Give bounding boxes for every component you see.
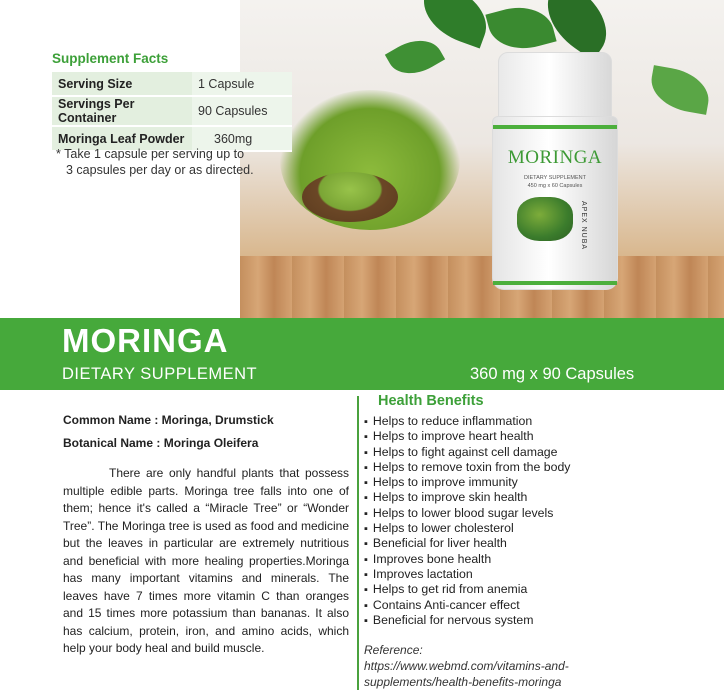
facts-label: Servings Per Container [52,96,192,126]
common-name: Common Name : Moringa, Drumstick [63,413,274,427]
supplement-facts-table [52,72,292,152]
list-item: ▪ Helps to reduce inflammation [364,414,570,429]
product-photo [240,0,724,318]
health-benefits-list [364,414,570,628]
list-item: ▪ Helps to remove toxin from the body [364,460,570,475]
product-description: There are only handful plants that possess multiple edible parts. Moringa tree falls into one of them; hence it's called a “Miracle Tree” or “Wonder Tree”. The Moringa tree is used as food and medicine but the leaves in particular are extremely nutritious and beneficial with more healing properties.Moringa has many important vitamins and minerals. The leaves have 7 times more vitamin C than oranges and 15 times more potassium than bananas. It also has calcium, protein, iron, and amino acids, which help your body heal and build muscle. [63,466,349,655]
list-item: ▪ Helps to lower cholesterol [364,521,570,536]
leaf-icon [647,65,713,115]
powder-bowl [302,172,398,222]
banner-title: MORINGA [62,322,229,359]
table-row [52,96,292,126]
list-item: ▪ Improves bone health [364,552,570,567]
reference-url: https://www.webmd.com/vitamins-and-supplements/health-benefits-moringa [364,659,569,689]
bottle-body [492,116,618,290]
bottle-dose: 450 mg x 60 Capsules [527,183,583,189]
bottle-cap [498,52,612,120]
facts-value: 1 Capsule [192,72,292,96]
wooden-table [240,256,724,318]
list-item: ▪ Improves lactation [364,567,570,582]
product-info [63,413,349,658]
list-item: ▪ Beneficial for nervous system [364,613,570,628]
leaf-icon [385,30,445,84]
banner-subtitle: DIETARY SUPPLEMENT [62,365,258,383]
banner-dose: 360 mg x 90 Capsules [470,365,635,383]
list-item: ▪ Helps to fight against cell damage [364,445,570,460]
botanical-name: Botanical Name : Moringa Oleifera [63,436,259,450]
list-item: ▪ Helps to get rid from anemia [364,582,570,597]
product-bottle [492,52,616,288]
serving-note [56,146,254,178]
list-item: ▪ Helps to improve heart health [364,429,570,444]
serving-note-line: 3 capsules per day or as directed. [66,163,254,177]
bottle-brand: MORINGA [507,147,603,168]
bottle-label-photo [517,197,573,241]
list-item: ▪ Contains Anti-cancer effect [364,598,570,613]
facts-value: 360mg [192,126,292,151]
leaf-icon [485,0,556,57]
list-item: ▪ Beneficial for liver health [364,536,570,551]
column-divider [357,396,359,690]
serving-note-line: * Take 1 capsule per serving up to [56,147,245,161]
bottle-band [493,125,617,129]
list-item: ▪ Helps to improve skin health [364,490,570,505]
reference-label: Reference: [364,643,423,657]
list-item: ▪ Helps to improve immunity [364,475,570,490]
supplement-facts-title: Supplement Facts [52,51,169,66]
bottle-band [493,281,617,285]
table-row [52,72,292,96]
health-benefits-title: Health Benefits [378,393,484,409]
list-item: ▪ Helps to lower blood sugar levels [364,506,570,521]
bottle-subtitle: DIETARY SUPPLEMENT [523,175,587,181]
facts-label: Moringa Leaf Powder [52,126,192,151]
facts-label: Serving Size [52,72,192,96]
facts-value: 90 Capsules [192,96,292,126]
bottle-logo: APEX NUBA [580,201,587,251]
